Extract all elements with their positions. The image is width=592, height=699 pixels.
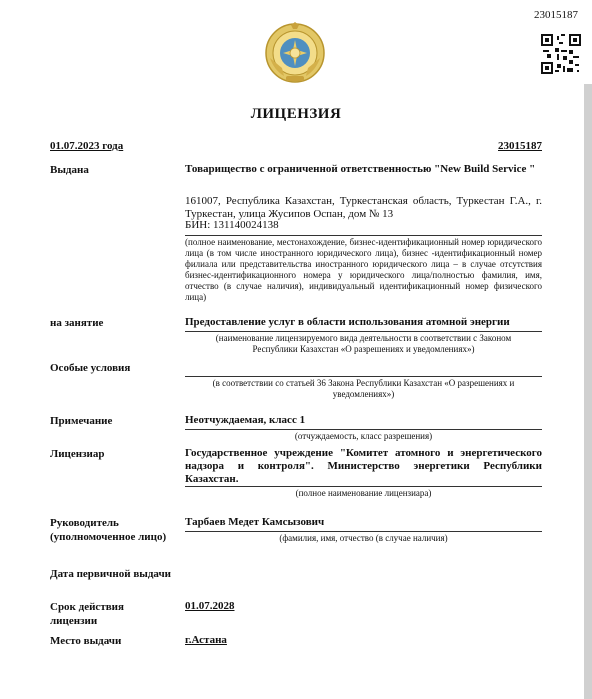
licensor-label: Лицензиар bbox=[50, 448, 105, 460]
head-name: Тарбаев Медет Камсызович bbox=[185, 516, 325, 528]
note-caption: (отчуждаемость, класс разрешения) bbox=[294, 431, 433, 441]
issued-bin: БИН: 131140024138 bbox=[185, 219, 279, 231]
issued-label: Выдана bbox=[50, 164, 89, 176]
note-value: Неотчуждаемая, класс 1 bbox=[185, 414, 306, 426]
head-label-line2: (уполномоченное лицо) bbox=[50, 531, 167, 543]
activity-label: на занятие bbox=[50, 317, 104, 329]
licensor-caption: (полное наименование лицензиара) bbox=[295, 488, 432, 498]
issued-address: 161007, Республика Казахстан, Туркестанская область, Туркестан Г.А., г. Туркестан, улица Жусипов Оспан, дом № 13 bbox=[185, 195, 542, 220]
note-label: Примечание bbox=[50, 415, 113, 427]
special-conditions-label: Особые условия bbox=[50, 362, 131, 374]
licensor-value: Государственное учреждение "Комитет атомного и энергетического надзора и контроля". Министерство энергетики Республики Казахстан. bbox=[185, 447, 542, 485]
serial-number-top: 23015187 bbox=[534, 9, 578, 21]
activity-value: Предоставление услуг в области использования атомной энергии bbox=[185, 316, 510, 328]
license-number: 23015187 bbox=[498, 140, 542, 152]
activity-caption: (наименование лицензируемого вида деятельности в соответствии с Законом Республики Казахстан «О разрешениях и уведомлениях») bbox=[215, 333, 512, 354]
qr-code-icon bbox=[541, 34, 581, 74]
issued-caption: (полное наименование, местонахождение, бизнес-идентификационный номер юридического лица (в том числе иностранного юридического лица), бизнес -идентификационный номер филиала или представительства иностранного юридического лица – в случае отсутствия бизнес-идентификационного номера у юридического лица/полностью фамилия, имя, отчество (в случае наличия), индивидуальный идентификационный номер физического лица) bbox=[185, 237, 542, 302]
head-label-line1: Руководитель bbox=[50, 517, 119, 529]
place-value: г.Астана bbox=[185, 634, 227, 646]
page-edge-shadow bbox=[584, 84, 592, 699]
special-conditions-caption: (в соответствии со статьей 36 Закона Республики Казахстан «О разрешениях и уведомлениях») bbox=[212, 378, 515, 399]
state-emblem-icon bbox=[264, 22, 326, 84]
document-title: ЛИЦЕНЗИЯ bbox=[250, 106, 342, 122]
divider bbox=[185, 531, 542, 532]
head-caption: (фамилия, имя, отчество (в случае наличия) bbox=[279, 533, 448, 543]
first-issue-label: Дата первичной выдачи bbox=[50, 568, 172, 580]
place-label: Место выдачи bbox=[50, 635, 122, 647]
divider bbox=[185, 486, 542, 487]
divider bbox=[185, 235, 542, 236]
divider bbox=[185, 376, 542, 377]
validity-label-line2: лицензии bbox=[50, 615, 98, 627]
validity-label-line1: Срок действия bbox=[50, 601, 124, 613]
issued-org-name: Товарищество с ограниченной ответственностью "New Build Service " bbox=[185, 163, 536, 175]
divider bbox=[185, 331, 542, 332]
validity-value: 01.07.2028 bbox=[185, 600, 235, 612]
license-date: 01.07.2023 года bbox=[50, 140, 124, 152]
divider bbox=[185, 429, 542, 430]
